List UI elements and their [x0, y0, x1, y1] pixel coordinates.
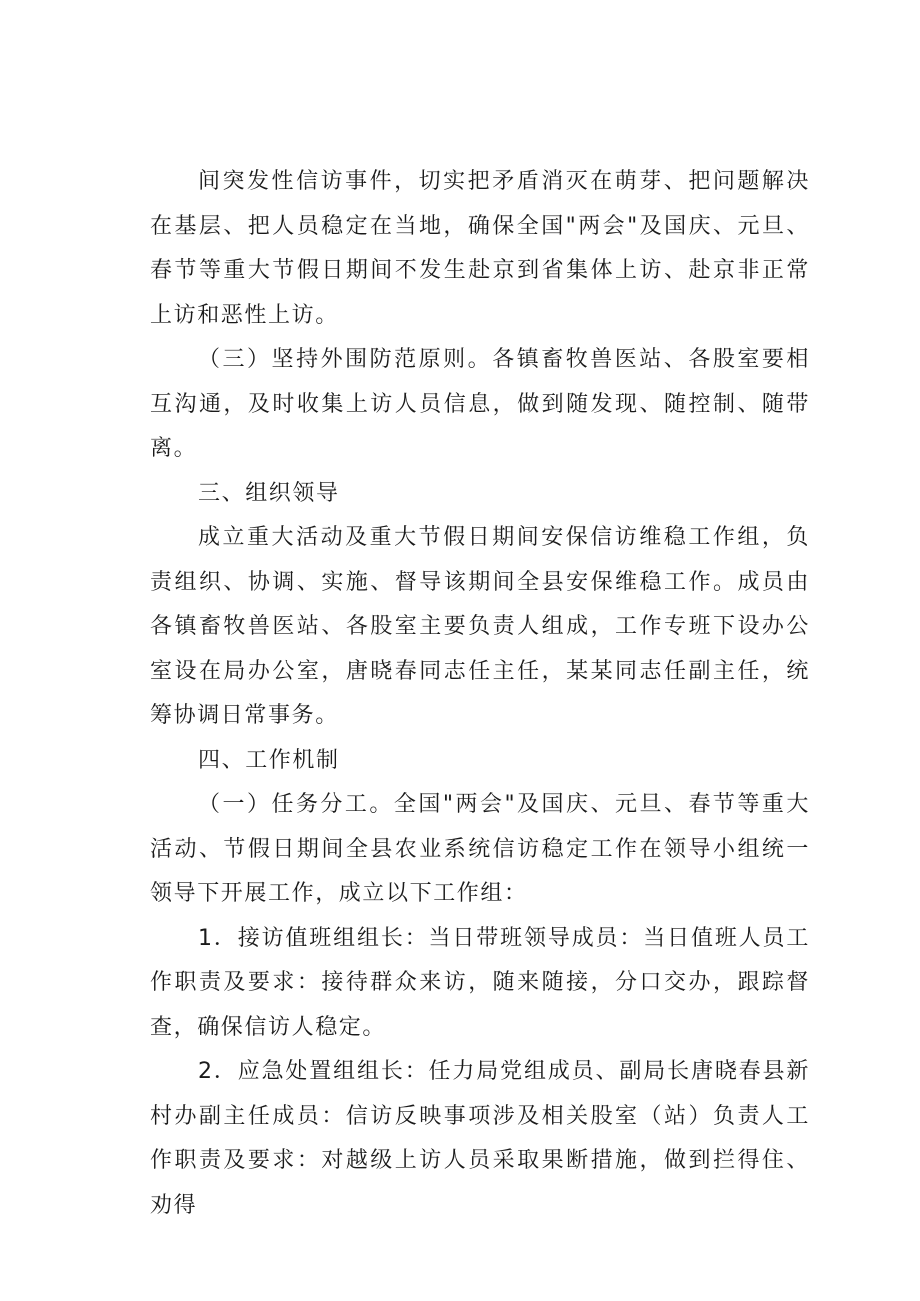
paragraph-organization: 成立重大活动及重大节假日期间安保信访维稳工作组，负责组织、协调、实施、督导该期间全县安保维稳工作。成员由各镇畜牧兽医站、各股室主要负责人组成，工作专班下设办公室设在局办公室，唐晓春同志任主任，某某同志任副主任，统筹协调日常事务。	[150, 525, 810, 728]
paragraph-principle-three: （三）坚持外围防范原则。各镇畜牧兽医站、各股室要相互沟通，及时收集上访人员信息，做到随发现、随控制、随带离。	[150, 347, 810, 461]
paragraph-prevention-goal: 间突发性信访事件，切实把矛盾消灭在萌芽、把问题解决在基层、把人员稳定在当地，确保全国"两会"及国庆、元旦、春节等重大节假日期间不发生赴京到省集体上访、赴京非正常上访和恶性上访。	[150, 169, 810, 328]
paragraph-task-division: （一）任务分工。全国"两会"及国庆、元旦、春节等重大活动、节假日期间全县农业系统信访稳定工作在领导小组统一领导下开展工作，成立以下工作组：	[150, 792, 810, 906]
section-heading-organization: 三、组织领导	[198, 480, 340, 506]
section-heading-mechanism: 四、工作机制	[198, 747, 340, 773]
paragraph-emergency-group: 2．应急处置组组长：任力局党组成员、副局长唐晓春县新村办副主任成员：信访反映事项涉及相关股室（站）负责人工作职责及要求：对越级上访人员采取果断措施，做到拦得住、劝得	[150, 1059, 810, 1218]
paragraph-reception-group: 1．接访值班组组长：当日带班领导成员：当日值班人员工作职责及要求：接待群众来访，随来随接，分口交办，跟踪督查，确保信访人稳定。	[150, 925, 810, 1040]
document-body	[150, 160, 810, 1228]
